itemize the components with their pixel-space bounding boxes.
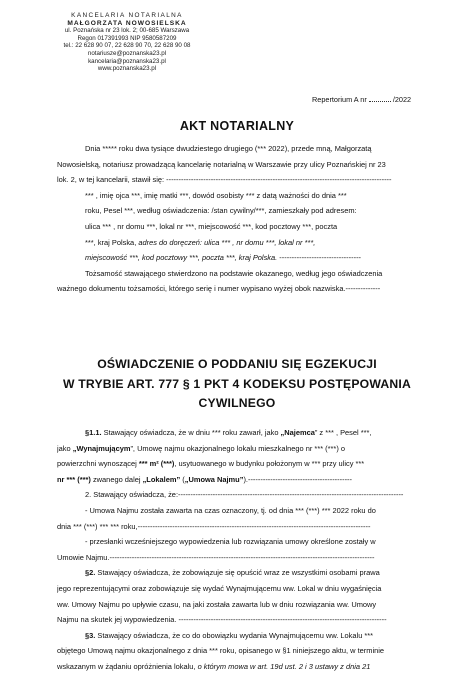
letterhead-email-2: kancelaria@poznanska23.pl <box>88 57 166 65</box>
heading-line: OŚWIADCZENIE O PODDANIU SIĘ EGZEKUCJI <box>97 357 377 371</box>
text: , usytuowanego w budynku położonym w *** przy ulicy *** <box>174 459 365 469</box>
text: Stawający oświadcza, że zobowiązuje się opuścić wraz ze wszystkimi osobami prawa <box>95 568 380 578</box>
identity-line: ważnego dokumentu tożsamości, którego serię i numer wypisano wyżej obok nazwiska.-------------- <box>57 284 381 294</box>
letterhead-ids: Regon 017391993 NIP 9580587209 <box>77 34 177 42</box>
party-text: ***, kraj Polska, <box>85 237 139 247</box>
paragraph-2-line: ww. Umowy Najmu po upływie czasu, na jaki została zawarta lub w dniu rozwiązania ww. Umowy <box>57 599 377 609</box>
legal-reference: o którym mowa w art. 19d ust. 2 i 3 ustawy z dnia 21 <box>197 661 371 671</box>
paragraphs-section <box>57 425 419 675</box>
repertorium-year: /2022 <box>392 95 412 104</box>
paragraph-number: §3. <box>85 630 96 640</box>
heading-line: CYWILNEGO <box>198 396 276 410</box>
letterhead <box>52 12 202 73</box>
letterhead-notary-name: MAŁGORZATA NOWOSIELSKA <box>67 19 187 27</box>
paragraph-1-line: Umowie Najmu.----------------------------------------------------------------------------------------------------------- <box>57 552 375 562</box>
paragraph-3-line: objętego Umową najmu okazjonalnego z dnia *** roku, opisanego w §1 niniejszego aktu, w terminie <box>57 646 385 656</box>
paragraph-number: §1.1. <box>85 428 102 437</box>
intro-line: Nowosielską, notariusz prowadzącą kancelarię notarialną w Warszawie przy ulicy Poznańskiej nr 23 <box>57 159 386 169</box>
paragraph-3-line <box>57 628 419 644</box>
term-umowa-najmu: „Umowa Najmu” <box>184 474 244 484</box>
party-line <box>85 235 419 251</box>
identity-line: Tożsamość stawającego stwierdzono na podstawie okazanego, według jego oświadczenia <box>85 268 383 278</box>
paragraph-1-line <box>57 472 419 488</box>
letterhead-phone: tel.: 22 628 90 07, 22 628 90 70, 22 628 90 08 <box>63 42 191 50</box>
document-title: AKT NOTARIALNY <box>179 119 295 133</box>
paragraph-2-line: Najmu na skutek jej wypowiedzenia. ------------------------------------------------------------------------------------ <box>57 615 387 625</box>
text: ”, Umowę najmu okazjonalnego lokalu mieszkalnego nr *** (***) o <box>130 443 346 453</box>
text: Stawający oświadcza, że w dniu *** roku zawarł, jako <box>101 428 281 437</box>
term-lokal: „Lokalem” <box>142 474 181 484</box>
house-number: nr *** (***) <box>57 474 91 484</box>
letterhead-email-1: notariusze@poznanska23.pl <box>87 49 167 57</box>
area-value: *** m² (***) <box>138 459 175 469</box>
text: Stawający oświadcza, że co do obowiązku wydania Wynajmującemu ww. Lokalu *** <box>95 630 374 640</box>
repertorium-number <box>312 95 411 104</box>
section-heading <box>0 355 474 414</box>
letterhead-website: www.poznanska23.pl <box>97 65 157 73</box>
paragraph-number: §2. <box>85 568 96 578</box>
repertorium-label: Repertorium A nr <box>312 95 367 104</box>
paragraph-1-line <box>57 441 419 457</box>
delivery-address: miejscowość ***, kod pocztowy ***, poczta ***, kraj Polska. <box>85 253 278 263</box>
delivery-address: adres do doręczeń: ulica *** <box>138 237 231 247</box>
paragraph-2-line <box>57 565 419 581</box>
paragraph-2-line: jego reprezentującymi oraz zobowiązuje się wydać Wynajmującemu ww. Lokal w dniu wygaśnięcia <box>57 583 382 593</box>
paragraph-3-line <box>57 659 419 675</box>
delivery-address: , nr domu ***, lokal nr ***, <box>230 237 316 247</box>
text: ” z *** , Pesel ***, <box>314 428 372 437</box>
text: wskazanym w żądaniu opróżnienia lokalu, <box>57 661 198 671</box>
intro-line: Dnia ***** roku dwa tysiące dwudziestego drugiego (*** 2022), przede mną, Małgorzatą <box>85 144 372 153</box>
paragraph-1-line: - Umowa Najmu została zawarta na czas oznaczony, tj. od dnia *** (***) *** 2022 roku do <box>85 505 376 515</box>
text: ).------------------------------------------ <box>243 474 353 484</box>
party-line: roku, Pesel ***, według oświadczenia: /stan cywilny/***, zamieszkały pod adresem: <box>85 206 357 216</box>
intro-section <box>57 141 419 297</box>
letterhead-address: ul. Poznańska nr 23 lok. 2; 00-685 Warszawa <box>64 27 190 35</box>
term-najemca: „Najemca <box>280 428 315 437</box>
paragraph-1-line: 2. Stawający oświadcza, że:------------------------------------------------------------------------------------------- <box>85 490 404 500</box>
repertorium-blank <box>369 101 391 102</box>
paragraph-1-line <box>57 425 419 441</box>
party-line <box>85 250 419 266</box>
letterhead-firm: KANCELARIA NOTARIALNA <box>71 12 183 19</box>
text: zwanego dalej <box>90 474 143 484</box>
paragraph-1-line <box>57 456 419 472</box>
term-wynajmujacy: „Wynajmującym <box>72 443 131 453</box>
intro-line: lok. 2, w tej kancelarii, stawił się: ------------------------------------------------------------------------------------------- <box>57 175 392 185</box>
party-line: ulica *** , nr domu ***, lokal nr ***, miejscowość ***, kod pocztowy ***, poczta <box>85 221 338 231</box>
party-details <box>57 188 419 266</box>
paragraph-1-line: - przesłanki wcześniejszego wypowiedzenia lub rozwiązania umowy określone zostały w <box>85 537 376 547</box>
text: ( <box>180 474 185 484</box>
heading-line: W TRYBIE ART. 777 § 1 PKT 4 KODEKSU POSTĘPOWANIA <box>63 376 411 391</box>
paragraph-1-line: dnia *** (***) *** *** roku,---------------------------------------------------------------------------------------------- <box>57 521 371 531</box>
party-line: *** , imię ojca ***, imię matki ***, dowód osobisty *** z datą ważności do dnia *** <box>85 190 347 200</box>
text: powierzchni wynoszącej <box>57 459 139 469</box>
text: jako <box>57 443 73 453</box>
filler-dashes: --------------------------------- <box>277 253 362 263</box>
